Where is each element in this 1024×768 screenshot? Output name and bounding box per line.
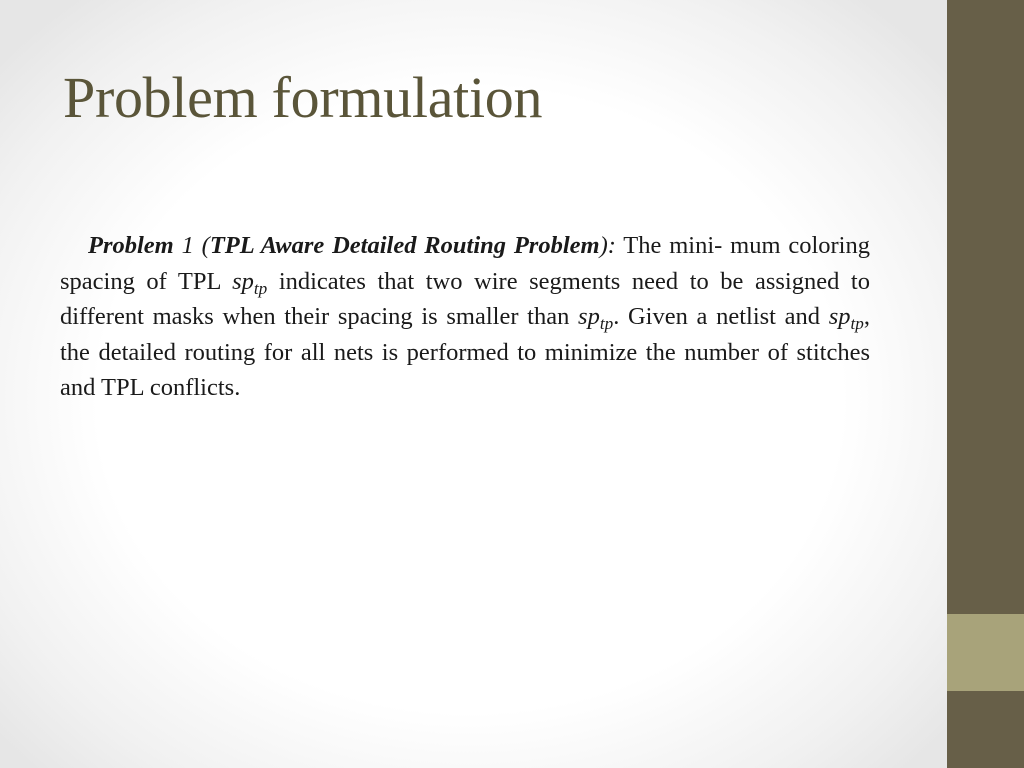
math-subscript: tp: [599, 314, 614, 334]
problem-label: Problem: [88, 232, 174, 259]
problem-text-part-1: The mini- mum coloring spacing of TPL: [60, 232, 870, 295]
math-base: sp: [828, 303, 851, 331]
slide-title: Problem formulation: [63, 65, 543, 130]
math-subscript: tp: [850, 314, 864, 334]
problem-text-part-4: , the detailed routing for all nets is performed to minimize the number of stitches and TPL conflicts.: [60, 303, 870, 402]
math-base: sp: [232, 267, 254, 295]
problem-title-open-paren: (: [201, 232, 210, 259]
math-base: sp: [578, 303, 600, 331]
math-sp-tp-1: [232, 267, 268, 298]
math-sp-tp-3: [828, 303, 864, 334]
problem-title: TPL Aware Detailed Routing Problem: [209, 232, 600, 259]
math-subscript: tp: [253, 278, 268, 298]
side-decoration-accent: [947, 614, 1024, 691]
problem-number: 1: [173, 232, 202, 259]
problem-statement: [60, 228, 870, 406]
problem-text-part-2: indicates that two wire segments need to be assigned to different masks when their spacing is smaller than: [60, 267, 870, 331]
problem-title-close-paren: ):: [599, 232, 616, 259]
math-sp-tp-2: [578, 303, 614, 334]
problem-text-part-3: . Given a netlist and: [613, 303, 829, 331]
